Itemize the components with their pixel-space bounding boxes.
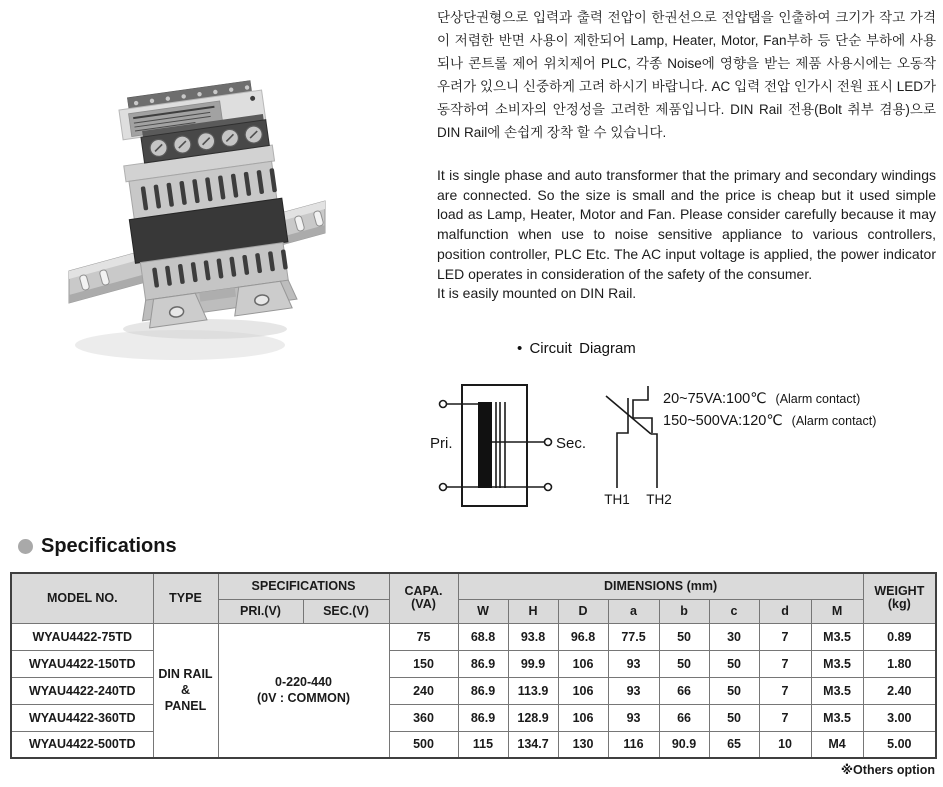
m-cell: M3.5 xyxy=(811,704,863,731)
weight-cell: 5.00 xyxy=(863,731,936,758)
th-dim-c: c xyxy=(709,599,759,623)
circuit-diagram-title xyxy=(517,340,636,357)
capa-cell: 75 xyxy=(389,623,458,650)
english-description-paragraph: It is single phase and auto transformer that the primary and secondary windings are connected. So the size is small and the price is cheap but it used simple load as Lamp, Heater, Motor and Fan. Please consider carefully because it may malfunction when use to noise sensitive appliance to various controllers, position controller, PLC Etc. The AC input voltage is applied, the power indicator LED operates in consideration of the safety of the consumer. xyxy=(437,167,936,282)
alarm-temp-1: 20~75VA:100℃ xyxy=(663,391,767,407)
th-weight: WEIGHT (kg) xyxy=(863,573,936,623)
product-photo xyxy=(55,75,395,405)
th-dim-b: b xyxy=(659,599,709,623)
table-row xyxy=(11,623,936,650)
d-cell: 130 xyxy=(558,731,608,758)
c-cell: 50 xyxy=(709,650,759,677)
english-description-line2: It is easily mounted on DIN Rail. xyxy=(437,285,637,302)
type-cell: DIN RAIL & PANEL xyxy=(153,623,218,758)
a-cell: 77.5 xyxy=(608,623,659,650)
d2-cell: 7 xyxy=(759,704,811,731)
weight-cell: 1.80 xyxy=(863,650,936,677)
specifications-table xyxy=(10,572,937,759)
d-cell: 106 xyxy=(558,677,608,704)
b-cell: 50 xyxy=(659,623,709,650)
w-cell: 86.9 xyxy=(458,650,508,677)
m-cell: M3.5 xyxy=(811,677,863,704)
pri-sec-cell: 0-220-440 (0V : COMMON) xyxy=(218,623,389,758)
specifications-heading-text: Specifications xyxy=(41,535,177,557)
th-dim-d: D xyxy=(558,599,608,623)
th2-label: TH2 xyxy=(646,492,672,507)
th-type: TYPE xyxy=(153,573,218,623)
th-dim-m: M xyxy=(811,599,863,623)
alarm-note-1: (Alarm contact) xyxy=(775,392,861,406)
m-cell: M3.5 xyxy=(811,623,863,650)
b-cell: 66 xyxy=(659,704,709,731)
th-dim-a: a xyxy=(608,599,659,623)
b-cell: 90.9 xyxy=(659,731,709,758)
circuit-title-bullet: • xyxy=(517,340,523,357)
korean-description: 단상단권형으로 입력과 출력 전압이 한권선으로 전압탭을 인출하여 크기가 작고 가격이 저렴한 반면 사용이 제한되어 Lamp, Heater, Motor, Fan부하 등 단순 부하에 사용되나 콘트롤 제어 위치제어 PLC, 각종 Noise에 영향을 받는 제품 사용시에는 오동작 우려가 있으니 신중하게 고려 하시기 바랍니다. AC 입력 전압 인가시 전원 표시 LED가 동작하여 소비자의 안정성을 고려한 제품입니다. DIN Rail 전용(Bolt 취부 겸용)으로 DIN Rail에 손쉽게 장착 할 수 있습니다. xyxy=(437,10,936,140)
c-cell: 30 xyxy=(709,623,759,650)
table-row xyxy=(11,704,936,731)
a-cell: 93 xyxy=(608,650,659,677)
section-bullet-icon xyxy=(18,539,33,554)
capa-cell: 150 xyxy=(389,650,458,677)
w-cell: 115 xyxy=(458,731,508,758)
model-cell: WYAU4422-360TD xyxy=(11,704,153,731)
th-specifications: SPECIFICATIONS xyxy=(218,573,389,599)
pri-label: Pri. xyxy=(430,435,453,452)
others-option-note: ※Others option xyxy=(840,763,935,777)
model-cell: WYAU4422-500TD xyxy=(11,731,153,758)
b-cell: 50 xyxy=(659,650,709,677)
c-cell: 50 xyxy=(709,704,759,731)
w-cell: 68.8 xyxy=(458,623,508,650)
m-cell: M4 xyxy=(811,731,863,758)
th1-label: TH1 xyxy=(604,492,630,507)
sec-label: Sec. xyxy=(556,435,587,452)
model-cell: WYAU4422-240TD xyxy=(11,677,153,704)
th-pri: PRI.(V) xyxy=(218,599,303,623)
th-model-no: MODEL NO. xyxy=(11,573,153,623)
table-row xyxy=(11,650,936,677)
d-cell: 106 xyxy=(558,650,608,677)
capa-cell: 240 xyxy=(389,677,458,704)
alarm-annotation-1 xyxy=(663,391,860,407)
c-cell: 50 xyxy=(709,677,759,704)
th-dim-h: H xyxy=(508,599,558,623)
circuit-diagram xyxy=(420,378,943,573)
alarm-annotation-2 xyxy=(663,413,876,429)
transformer-body xyxy=(111,78,298,328)
h-cell: 99.9 xyxy=(508,650,558,677)
h-cell: 128.9 xyxy=(508,704,558,731)
autotransformer-symbol xyxy=(440,385,552,506)
a-cell: 93 xyxy=(608,704,659,731)
w-cell: 86.9 xyxy=(458,704,508,731)
th-capa: CAPA. (VA) xyxy=(389,573,458,623)
th-dim-w: W xyxy=(458,599,508,623)
d-cell: 96.8 xyxy=(558,623,608,650)
d2-cell: 7 xyxy=(759,677,811,704)
h-cell: 113.9 xyxy=(508,677,558,704)
capa-cell: 360 xyxy=(389,704,458,731)
h-cell: 134.7 xyxy=(508,731,558,758)
winding-core xyxy=(478,402,492,488)
d2-cell: 7 xyxy=(759,650,811,677)
capa-cell: 500 xyxy=(389,731,458,758)
b-cell: 66 xyxy=(659,677,709,704)
english-description xyxy=(437,166,936,304)
model-cell: WYAU4422-150TD xyxy=(11,650,153,677)
alarm-note-2: (Alarm contact) xyxy=(791,414,877,428)
table-row xyxy=(11,731,936,758)
w-cell: 86.9 xyxy=(458,677,508,704)
photo-shadow xyxy=(75,319,287,360)
specifications-heading xyxy=(18,535,177,558)
th-dim-d2: d xyxy=(759,599,811,623)
d-cell: 106 xyxy=(558,704,608,731)
m-cell: M3.5 xyxy=(811,650,863,677)
th-sec: SEC.(V) xyxy=(303,599,389,623)
a-cell: 93 xyxy=(608,677,659,704)
weight-cell: 0.89 xyxy=(863,623,936,650)
a-cell: 116 xyxy=(608,731,659,758)
table-header-row-1 xyxy=(11,573,936,599)
d2-cell: 7 xyxy=(759,623,811,650)
th-dimensions: DIMENSIONS (mm) xyxy=(458,573,863,599)
model-cell: WYAU4422-75TD xyxy=(11,623,153,650)
c-cell: 65 xyxy=(709,731,759,758)
weight-cell: 2.40 xyxy=(863,677,936,704)
circuit-title-text: Circuit Diagram xyxy=(529,340,636,357)
h-cell: 93.8 xyxy=(508,623,558,650)
thermal-switch-symbol xyxy=(606,386,657,488)
table-row xyxy=(11,677,936,704)
d2-cell: 10 xyxy=(759,731,811,758)
weight-cell: 3.00 xyxy=(863,704,936,731)
alarm-temp-2: 150~500VA:120℃ xyxy=(663,413,783,429)
